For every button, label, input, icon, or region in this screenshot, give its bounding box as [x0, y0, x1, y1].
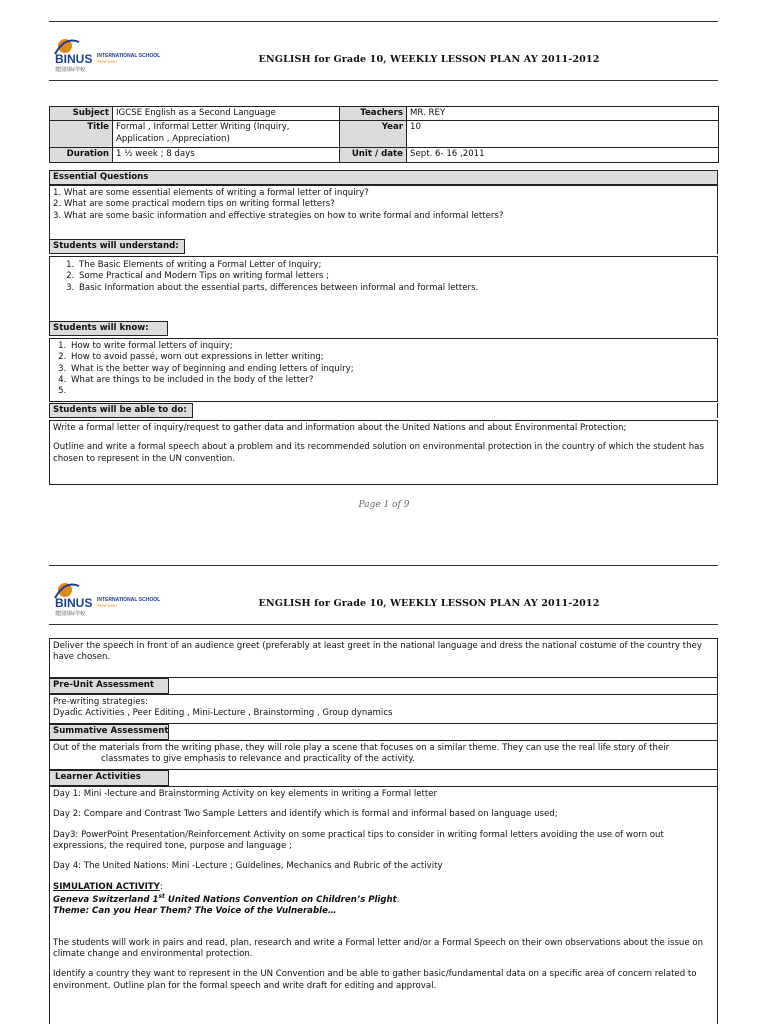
top-rule-2 — [49, 565, 718, 566]
simulation-line1-a: Geneva Switzerland 1 — [53, 894, 159, 905]
understand-item: 2. Some Practical and Modern Tips on writing formal letters ; — [77, 271, 714, 282]
essential-header — [49, 170, 718, 185]
duration-label: Duration — [50, 148, 113, 162]
simulation-sup: st — [158, 893, 165, 901]
info-table — [49, 106, 719, 163]
simulation-theme: Theme: Can you Hear Them? The Voice of the Vulnerable… — [53, 906, 337, 917]
simulation-block — [53, 882, 714, 918]
understand-list — [53, 260, 714, 294]
understand-item: 1. The Basic Elements of writing a Formal Letter of Inquiry; — [77, 260, 714, 271]
day4-text: Day 4: The United Nations: Mini -Lecture ; Guidelines, Mechanics and Rubric of the activity — [53, 861, 443, 872]
understand-item: 3. Basic Information about the essential parts, differences between informal and formal letters. — [77, 283, 714, 294]
deliver-content — [49, 638, 718, 678]
duration-value: 1 ½ week ; 8 days — [113, 148, 340, 162]
simulation-colon: : — [159, 881, 163, 892]
know-item: 2. How to avoid passé, worn out expressions in letter writing; — [69, 352, 714, 363]
summative-label: Summative Assessment — [53, 726, 169, 736]
deliver-text: Deliver the speech in front of an audience greet (preferably at least greet in the national language and dress the national costume of the country they have chosen. — [53, 641, 702, 663]
simulation-title — [53, 882, 714, 893]
header-rule — [49, 80, 718, 81]
pre-unit-l1: Pre-writing strategies: — [53, 697, 148, 707]
summative-l2: classmates to give emphasis to relevance and practicality of the activity. — [101, 754, 415, 765]
able-header — [49, 403, 718, 418]
simulation-line1 — [53, 893, 714, 906]
year-value: 10 — [407, 121, 719, 148]
logo-name: BINUS — [55, 52, 93, 66]
simulation-line1-c: . — [396, 894, 400, 905]
pre-unit-header — [49, 678, 718, 694]
summative-header-cell — [168, 724, 717, 740]
day3-text: Day3: PowerPoint Presentation/Reinforcement Activity on some practical tips to consider in writing formal letters avoiding the use of worn out expressions, the required tone, purpose and language ; — [53, 829, 664, 852]
pre-unit-label: Pre-Unit Assessment — [53, 680, 155, 690]
essential-content — [49, 185, 718, 240]
logo-name: BINUS — [55, 596, 93, 610]
unit-label: Unit / date — [340, 148, 407, 162]
able-label: Students will be able to do: — [53, 405, 187, 415]
know-header — [49, 321, 718, 336]
doc-title: ENGLISH for Grade 10, WEEKLY LESSON PLAN AY 2011-2012 — [258, 54, 600, 65]
title-label: Title — [50, 121, 113, 148]
subject-label: Subject — [50, 107, 113, 121]
pre-unit-l2: Dyadic Activities , Peer Editing , Mini-Lecture , Brainstorming , Group dynamics — [53, 708, 393, 719]
doc-title: ENGLISH for Grade 10, WEEKLY LESSON PLAN AY 2011-2012 — [258, 598, 600, 609]
know-header-cell — [167, 321, 717, 336]
day1-text: Day 1: Mini -lecture and Brainstorming Activity on key elements in writing a Formal letter — [53, 789, 438, 799]
year-label: Year — [340, 121, 407, 148]
subject-value: IGCSE English as a Second Language — [113, 107, 340, 121]
know-content — [49, 338, 718, 402]
able-content — [49, 420, 718, 485]
learner-header-cell — [168, 770, 717, 786]
school-logo — [51, 34, 181, 74]
able-header-cell — [192, 403, 717, 418]
essential-label: Essential Questions — [53, 172, 149, 182]
summative-content — [49, 740, 718, 770]
logo-cn: 建国国际学校 — [55, 611, 86, 617]
logo-sub1: INTERNATIONAL SCHOOL — [97, 53, 161, 59]
info-row-duration — [50, 148, 719, 162]
understand-content — [49, 256, 718, 322]
teachers-label: Teachers — [340, 107, 407, 121]
understand-header — [49, 239, 718, 254]
know-list — [53, 341, 714, 398]
know-item: 1. How to write formal letters of inquiry; — [69, 341, 714, 352]
understand-label: Students will understand: — [53, 241, 179, 251]
identify-text: Identify a country they want to represent in the UN Convention and be able to gather basic/fundamental data on a specific area of concern related to environment. Outline plan for the formal speech and write draft for editing and approval. — [53, 969, 697, 991]
understand-header-cell — [184, 239, 717, 254]
title-value: Formal , Informal Letter Writing (Inquiry, Application , Appreciation) — [113, 121, 340, 148]
top-rule — [49, 21, 718, 22]
essential-q1: 1. What are some essential elements of writing a formal letter of inquiry? — [53, 188, 369, 198]
page-header — [49, 34, 718, 74]
info-row-subject — [50, 107, 719, 121]
unit-value: Sept. 6- 16 ,2011 — [407, 148, 719, 162]
able-p1: Write a formal letter of inquiry/request to gather data and information about the United Nations and about Environmental Protection; — [53, 423, 627, 433]
learner-content — [49, 786, 718, 1024]
know-item: 3. What is the better way of beginning and ending letters of inquiry; — [69, 364, 714, 375]
pre-unit-content — [49, 694, 718, 724]
page-number: Page 1 of 9 — [358, 500, 410, 510]
school-logo — [51, 578, 181, 618]
teachers-value: MR. REY — [407, 107, 719, 121]
header-rule-2 — [49, 624, 718, 625]
learner-header — [49, 770, 718, 786]
logo-sub2: SERPONG — [97, 603, 118, 608]
day2-text: Day 2: Compare and Contrast Two Sample Letters and identify which is formal and informal based on language used; — [53, 809, 558, 820]
simulation-title-text: SIMULATION ACTIVITY — [53, 881, 160, 892]
summative-l1: Out of the materials from the writing phase, they will role play a scene that focuses on a similar theme. They can use the real life story of their — [53, 743, 670, 753]
essential-q3: 3. What are some basic information and effective strategies on how to write formal and informal letters? — [53, 210, 504, 221]
logo-sub1: INTERNATIONAL SCHOOL — [97, 597, 161, 603]
simulation-line1-b: United Nations Convention on Children’s Plight — [164, 894, 397, 905]
know-label: Students will know: — [53, 323, 149, 333]
know-item: 4. What are things to be included in the body of the letter? — [69, 375, 714, 386]
learner-label: Learner Activities — [55, 772, 141, 782]
pre-unit-header-cell — [168, 678, 717, 694]
page-header-2 — [49, 578, 718, 618]
able-p2: Outline and write a formal speech about a problem and its recommended solution on environmental protection in the country of which the student has chosen to represent in the UN convention. — [53, 442, 704, 464]
logo-cn: 建国国际学校 — [55, 67, 86, 73]
info-row-title — [50, 121, 719, 148]
know-item — [69, 386, 714, 397]
logo-sub2: SERPONG — [97, 59, 118, 64]
pair-text: The students will work in pairs and read, plan, research and write a Formal letter and/or a Formal Speech on their own observations about the issue on climate change and environmental protection. — [53, 937, 704, 959]
summative-header — [49, 724, 718, 740]
essential-q2: 2. What are some practical modern tips on writing formal letters? — [53, 199, 335, 210]
